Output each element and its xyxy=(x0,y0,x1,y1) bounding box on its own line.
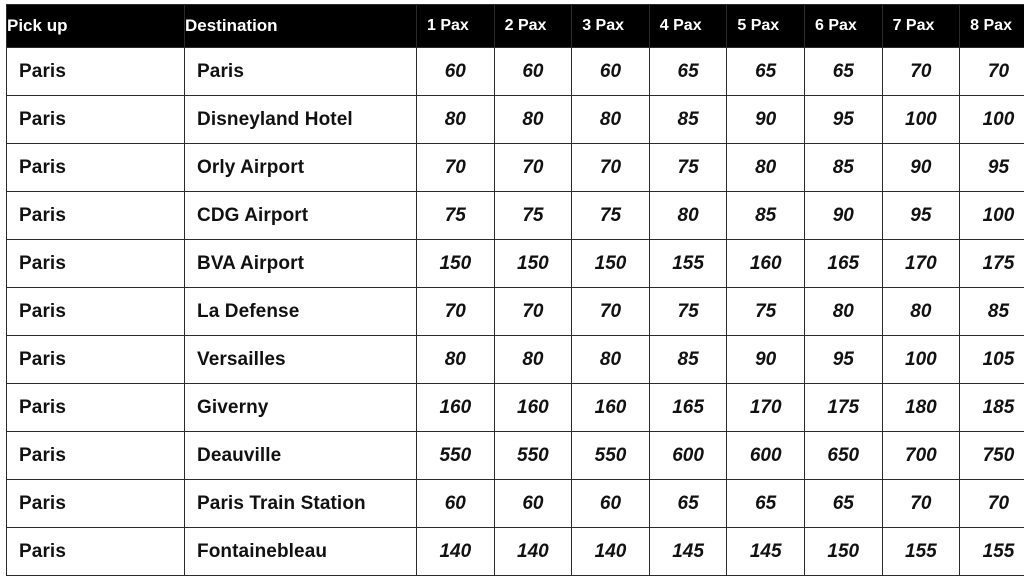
cell-price-7-pax: 100 xyxy=(882,96,960,144)
column-header-8-pax: 8 Pax xyxy=(960,5,1024,48)
cell-price-8-pax: 100 xyxy=(960,96,1024,144)
column-header-4-pax: 4 Pax xyxy=(649,5,727,48)
cell-pickup: Paris xyxy=(7,384,185,432)
cell-price-1-pax: 550 xyxy=(417,432,495,480)
table-row xyxy=(7,240,1024,288)
cell-price-3-pax: 60 xyxy=(572,48,650,96)
cell-destination: Disneyland Hotel xyxy=(185,96,417,144)
table-row xyxy=(7,288,1024,336)
table-row xyxy=(7,144,1024,192)
transfer-price-table xyxy=(6,4,1024,576)
cell-destination: BVA Airport xyxy=(185,240,417,288)
cell-destination: Paris xyxy=(185,48,417,96)
cell-price-3-pax: 80 xyxy=(572,336,650,384)
cell-price-7-pax: 700 xyxy=(882,432,960,480)
cell-price-5-pax: 90 xyxy=(727,96,805,144)
cell-price-1-pax: 60 xyxy=(417,48,495,96)
cell-price-6-pax: 65 xyxy=(804,48,882,96)
cell-price-2-pax: 70 xyxy=(494,288,572,336)
cell-price-1-pax: 140 xyxy=(417,528,495,576)
cell-price-4-pax: 65 xyxy=(649,48,727,96)
cell-price-2-pax: 160 xyxy=(494,384,572,432)
table-row xyxy=(7,432,1024,480)
cell-destination: Giverny xyxy=(185,384,417,432)
cell-price-1-pax: 70 xyxy=(417,144,495,192)
cell-price-8-pax: 70 xyxy=(960,480,1024,528)
table-row xyxy=(7,96,1024,144)
cell-price-4-pax: 75 xyxy=(649,144,727,192)
cell-destination: Fontainebleau xyxy=(185,528,417,576)
cell-pickup: Paris xyxy=(7,48,185,96)
cell-price-2-pax: 70 xyxy=(494,144,572,192)
table-row xyxy=(7,192,1024,240)
cell-price-2-pax: 140 xyxy=(494,528,572,576)
table-row xyxy=(7,384,1024,432)
cell-price-8-pax: 85 xyxy=(960,288,1024,336)
cell-price-8-pax: 100 xyxy=(960,192,1024,240)
cell-price-7-pax: 155 xyxy=(882,528,960,576)
cell-destination: CDG Airport xyxy=(185,192,417,240)
table-row xyxy=(7,48,1024,96)
cell-pickup: Paris xyxy=(7,336,185,384)
column-header-3-pax: 3 Pax xyxy=(572,5,650,48)
cell-price-6-pax: 85 xyxy=(804,144,882,192)
cell-price-8-pax: 105 xyxy=(960,336,1024,384)
cell-price-4-pax: 155 xyxy=(649,240,727,288)
table-header xyxy=(7,5,1024,48)
cell-price-6-pax: 165 xyxy=(804,240,882,288)
cell-price-3-pax: 75 xyxy=(572,192,650,240)
cell-price-5-pax: 80 xyxy=(727,144,805,192)
cell-price-6-pax: 95 xyxy=(804,96,882,144)
cell-price-6-pax: 80 xyxy=(804,288,882,336)
cell-price-4-pax: 85 xyxy=(649,336,727,384)
cell-price-6-pax: 90 xyxy=(804,192,882,240)
column-header-destination: Destination xyxy=(185,5,417,48)
cell-price-1-pax: 70 xyxy=(417,288,495,336)
cell-destination: Deauville xyxy=(185,432,417,480)
table-body xyxy=(7,48,1024,576)
column-header-pickup: Pick up xyxy=(7,5,185,48)
cell-pickup: Paris xyxy=(7,144,185,192)
cell-price-6-pax: 650 xyxy=(804,432,882,480)
cell-price-8-pax: 95 xyxy=(960,144,1024,192)
cell-price-7-pax: 70 xyxy=(882,480,960,528)
cell-price-4-pax: 75 xyxy=(649,288,727,336)
cell-pickup: Paris xyxy=(7,192,185,240)
cell-price-4-pax: 165 xyxy=(649,384,727,432)
cell-price-3-pax: 160 xyxy=(572,384,650,432)
cell-price-3-pax: 70 xyxy=(572,144,650,192)
cell-price-7-pax: 180 xyxy=(882,384,960,432)
cell-pickup: Paris xyxy=(7,528,185,576)
cell-price-6-pax: 95 xyxy=(804,336,882,384)
cell-price-1-pax: 75 xyxy=(417,192,495,240)
cell-price-2-pax: 60 xyxy=(494,48,572,96)
cell-price-2-pax: 75 xyxy=(494,192,572,240)
column-header-5-pax: 5 Pax xyxy=(727,5,805,48)
cell-price-8-pax: 175 xyxy=(960,240,1024,288)
cell-price-5-pax: 160 xyxy=(727,240,805,288)
cell-price-3-pax: 140 xyxy=(572,528,650,576)
cell-price-7-pax: 90 xyxy=(882,144,960,192)
cell-price-8-pax: 70 xyxy=(960,48,1024,96)
cell-price-1-pax: 150 xyxy=(417,240,495,288)
table-row xyxy=(7,336,1024,384)
cell-price-2-pax: 150 xyxy=(494,240,572,288)
column-header-2-pax: 2 Pax xyxy=(494,5,572,48)
cell-price-2-pax: 80 xyxy=(494,96,572,144)
cell-destination: La Defense xyxy=(185,288,417,336)
table-row xyxy=(7,480,1024,528)
cell-pickup: Paris xyxy=(7,480,185,528)
cell-price-1-pax: 160 xyxy=(417,384,495,432)
cell-price-7-pax: 95 xyxy=(882,192,960,240)
cell-price-4-pax: 145 xyxy=(649,528,727,576)
cell-price-3-pax: 550 xyxy=(572,432,650,480)
cell-price-5-pax: 145 xyxy=(727,528,805,576)
column-header-6-pax: 6 Pax xyxy=(804,5,882,48)
cell-destination: Paris Train Station xyxy=(185,480,417,528)
cell-price-2-pax: 80 xyxy=(494,336,572,384)
cell-price-2-pax: 550 xyxy=(494,432,572,480)
cell-price-3-pax: 70 xyxy=(572,288,650,336)
cell-price-5-pax: 65 xyxy=(727,48,805,96)
cell-price-5-pax: 65 xyxy=(727,480,805,528)
header-row xyxy=(7,5,1024,48)
cell-pickup: Paris xyxy=(7,96,185,144)
cell-price-5-pax: 170 xyxy=(727,384,805,432)
cell-price-3-pax: 80 xyxy=(572,96,650,144)
cell-price-6-pax: 175 xyxy=(804,384,882,432)
cell-price-2-pax: 60 xyxy=(494,480,572,528)
column-header-7-pax: 7 Pax xyxy=(882,5,960,48)
cell-price-8-pax: 155 xyxy=(960,528,1024,576)
cell-price-6-pax: 150 xyxy=(804,528,882,576)
cell-price-8-pax: 185 xyxy=(960,384,1024,432)
cell-pickup: Paris xyxy=(7,240,185,288)
cell-price-5-pax: 75 xyxy=(727,288,805,336)
cell-price-7-pax: 70 xyxy=(882,48,960,96)
cell-pickup: Paris xyxy=(7,432,185,480)
column-header-1-pax: 1 Pax xyxy=(417,5,495,48)
cell-price-5-pax: 90 xyxy=(727,336,805,384)
cell-price-5-pax: 85 xyxy=(727,192,805,240)
cell-price-6-pax: 65 xyxy=(804,480,882,528)
cell-price-1-pax: 60 xyxy=(417,480,495,528)
cell-price-3-pax: 150 xyxy=(572,240,650,288)
cell-price-4-pax: 80 xyxy=(649,192,727,240)
cell-price-4-pax: 65 xyxy=(649,480,727,528)
cell-destination: Orly Airport xyxy=(185,144,417,192)
cell-price-1-pax: 80 xyxy=(417,336,495,384)
cell-price-5-pax: 600 xyxy=(727,432,805,480)
cell-price-4-pax: 85 xyxy=(649,96,727,144)
cell-destination: Versailles xyxy=(185,336,417,384)
cell-price-8-pax: 750 xyxy=(960,432,1024,480)
cell-price-1-pax: 80 xyxy=(417,96,495,144)
cell-price-3-pax: 60 xyxy=(572,480,650,528)
cell-price-7-pax: 80 xyxy=(882,288,960,336)
cell-price-7-pax: 100 xyxy=(882,336,960,384)
cell-price-4-pax: 600 xyxy=(649,432,727,480)
table-row xyxy=(7,528,1024,576)
cell-pickup: Paris xyxy=(7,288,185,336)
cell-price-7-pax: 170 xyxy=(882,240,960,288)
